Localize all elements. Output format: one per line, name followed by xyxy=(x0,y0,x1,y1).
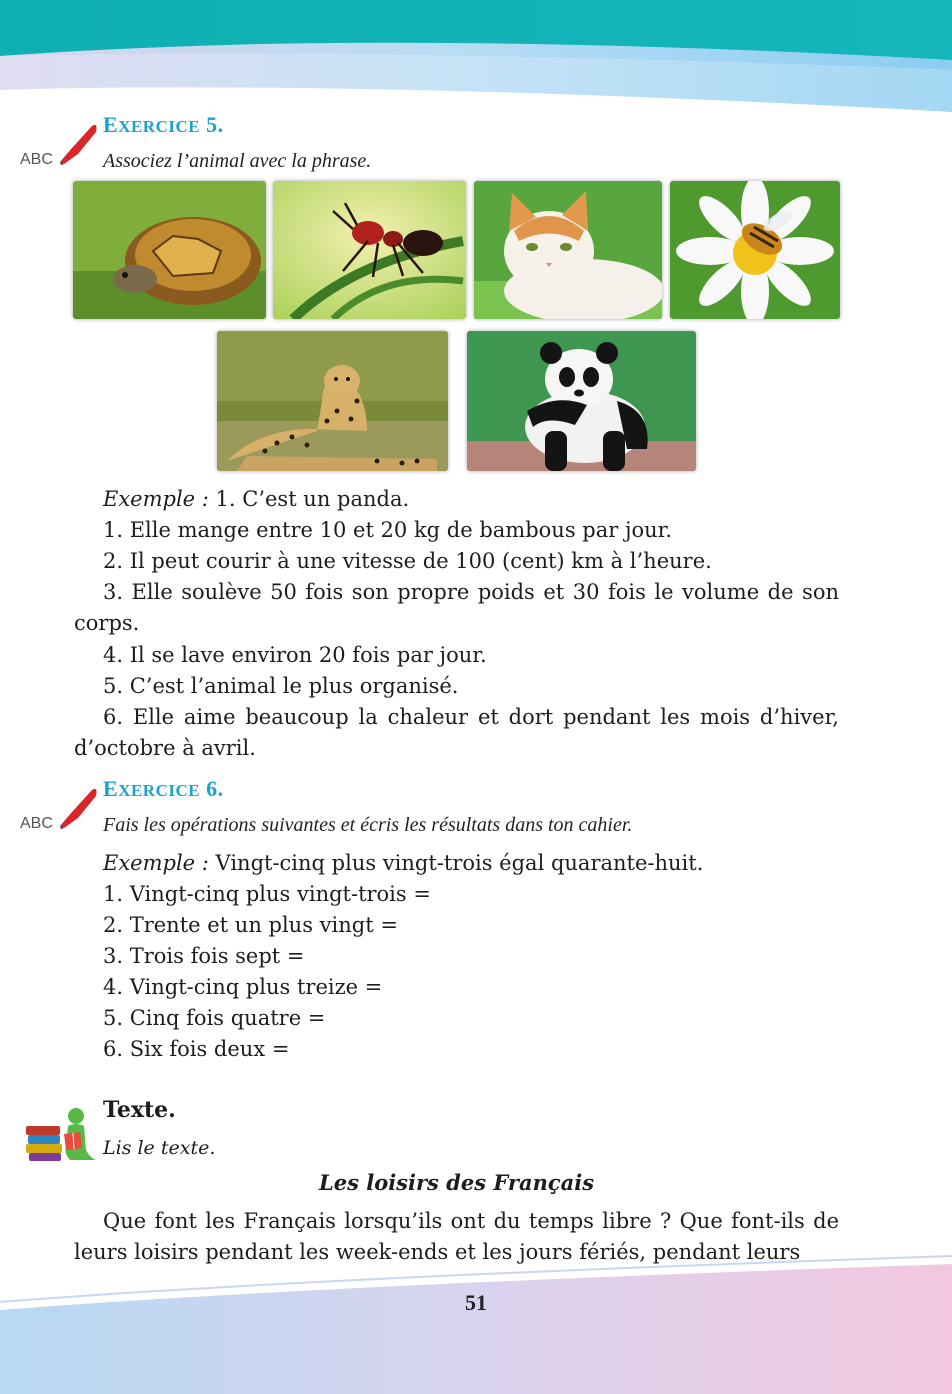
reading-books-icon xyxy=(24,1106,98,1162)
exercise5-sentence-5: 5. C’est l’animal le plus organisé. xyxy=(103,674,459,698)
heading-smallcaps: XERCICE xyxy=(118,117,201,136)
heading-number: 6. xyxy=(200,776,224,801)
exercise6-item-6: 6. Six fois deux = xyxy=(103,1037,290,1061)
abc-pencil-icon xyxy=(20,118,100,168)
cat-photo xyxy=(474,181,662,319)
exercise5-heading xyxy=(103,112,224,138)
exercise5-example xyxy=(103,484,409,515)
exercise6-heading xyxy=(103,776,224,802)
text-title: Les loisirs des Français xyxy=(318,1170,595,1195)
exercise5-sentence-3: 3. Elle soulève 50 fois son propre poids et 30 fois le volume de son corps. xyxy=(74,580,839,635)
exercise6-item-3: 3. Trois fois sept = xyxy=(103,944,305,968)
cheetah-photo xyxy=(217,331,448,471)
tortoise-photo xyxy=(73,181,266,319)
text-paragraph: Que font les Français lorsqu’ils ont du temps libre ? Que font-ils de leurs loisirs pendant les week-ends et les jours fériés, pendant leurs xyxy=(74,1209,839,1264)
exercise6-item-5: 5. Cinq fois quatre = xyxy=(103,1006,326,1030)
ant-photo xyxy=(273,181,466,319)
heading-number: 5. xyxy=(200,112,224,137)
texte-instruction: Lis le texte. xyxy=(103,1137,216,1159)
exercise5-sentence-2: 2. Il peut courir à une vitesse de 100 (cent) km à l’heure. xyxy=(103,549,712,573)
example-text: 1. C’est un panda. xyxy=(208,487,410,511)
heading-smallcaps: XERCICE xyxy=(118,781,201,800)
bottom-decorative-band xyxy=(0,1250,952,1394)
exercise6-item-1: 1. Vingt-cinq plus vingt-trois = xyxy=(103,882,431,906)
exercise6-item-2: 2. Trente et un plus vingt = xyxy=(103,913,398,937)
page-number: 51 xyxy=(465,1290,487,1315)
top-decorative-band xyxy=(0,0,952,120)
exercise6-item-4: 4. Vingt-cinq plus treize = xyxy=(103,975,383,999)
heading-initial: E xyxy=(103,776,119,801)
abc-icon-label: ABC xyxy=(20,815,53,832)
exercise5-sentence-4: 4. Il se lave environ 20 fois par jour. xyxy=(103,643,487,667)
example-label: Exemple : xyxy=(103,851,209,875)
exercise5-instruction: Associez l’animal avec la phrase. xyxy=(103,150,372,172)
exercise6-instruction: Fais les opérations suivantes et écris les résultats dans ton cahier. xyxy=(103,814,633,836)
exercise5-sentence-6: 6. Elle aime beaucoup la chaleur et dort pendant les mois d’hiver, d’octobre à avril. xyxy=(74,705,839,760)
panda-photo xyxy=(467,331,696,471)
texte-heading: Texte. xyxy=(103,1097,176,1123)
exercise5-sentence-1: 1. Elle mange entre 10 et 20 kg de bambous par jour. xyxy=(103,518,673,542)
heading-initial: E xyxy=(103,112,119,137)
exercise6-example xyxy=(103,848,703,879)
example-label: Exemple : xyxy=(103,487,209,511)
abc-icon-label: ABC xyxy=(20,151,53,168)
abc-pencil-icon xyxy=(20,782,100,832)
bee-photo xyxy=(670,181,840,319)
example-text: Vingt-cinq plus vingt-trois égal quarante-huit. xyxy=(208,851,704,875)
